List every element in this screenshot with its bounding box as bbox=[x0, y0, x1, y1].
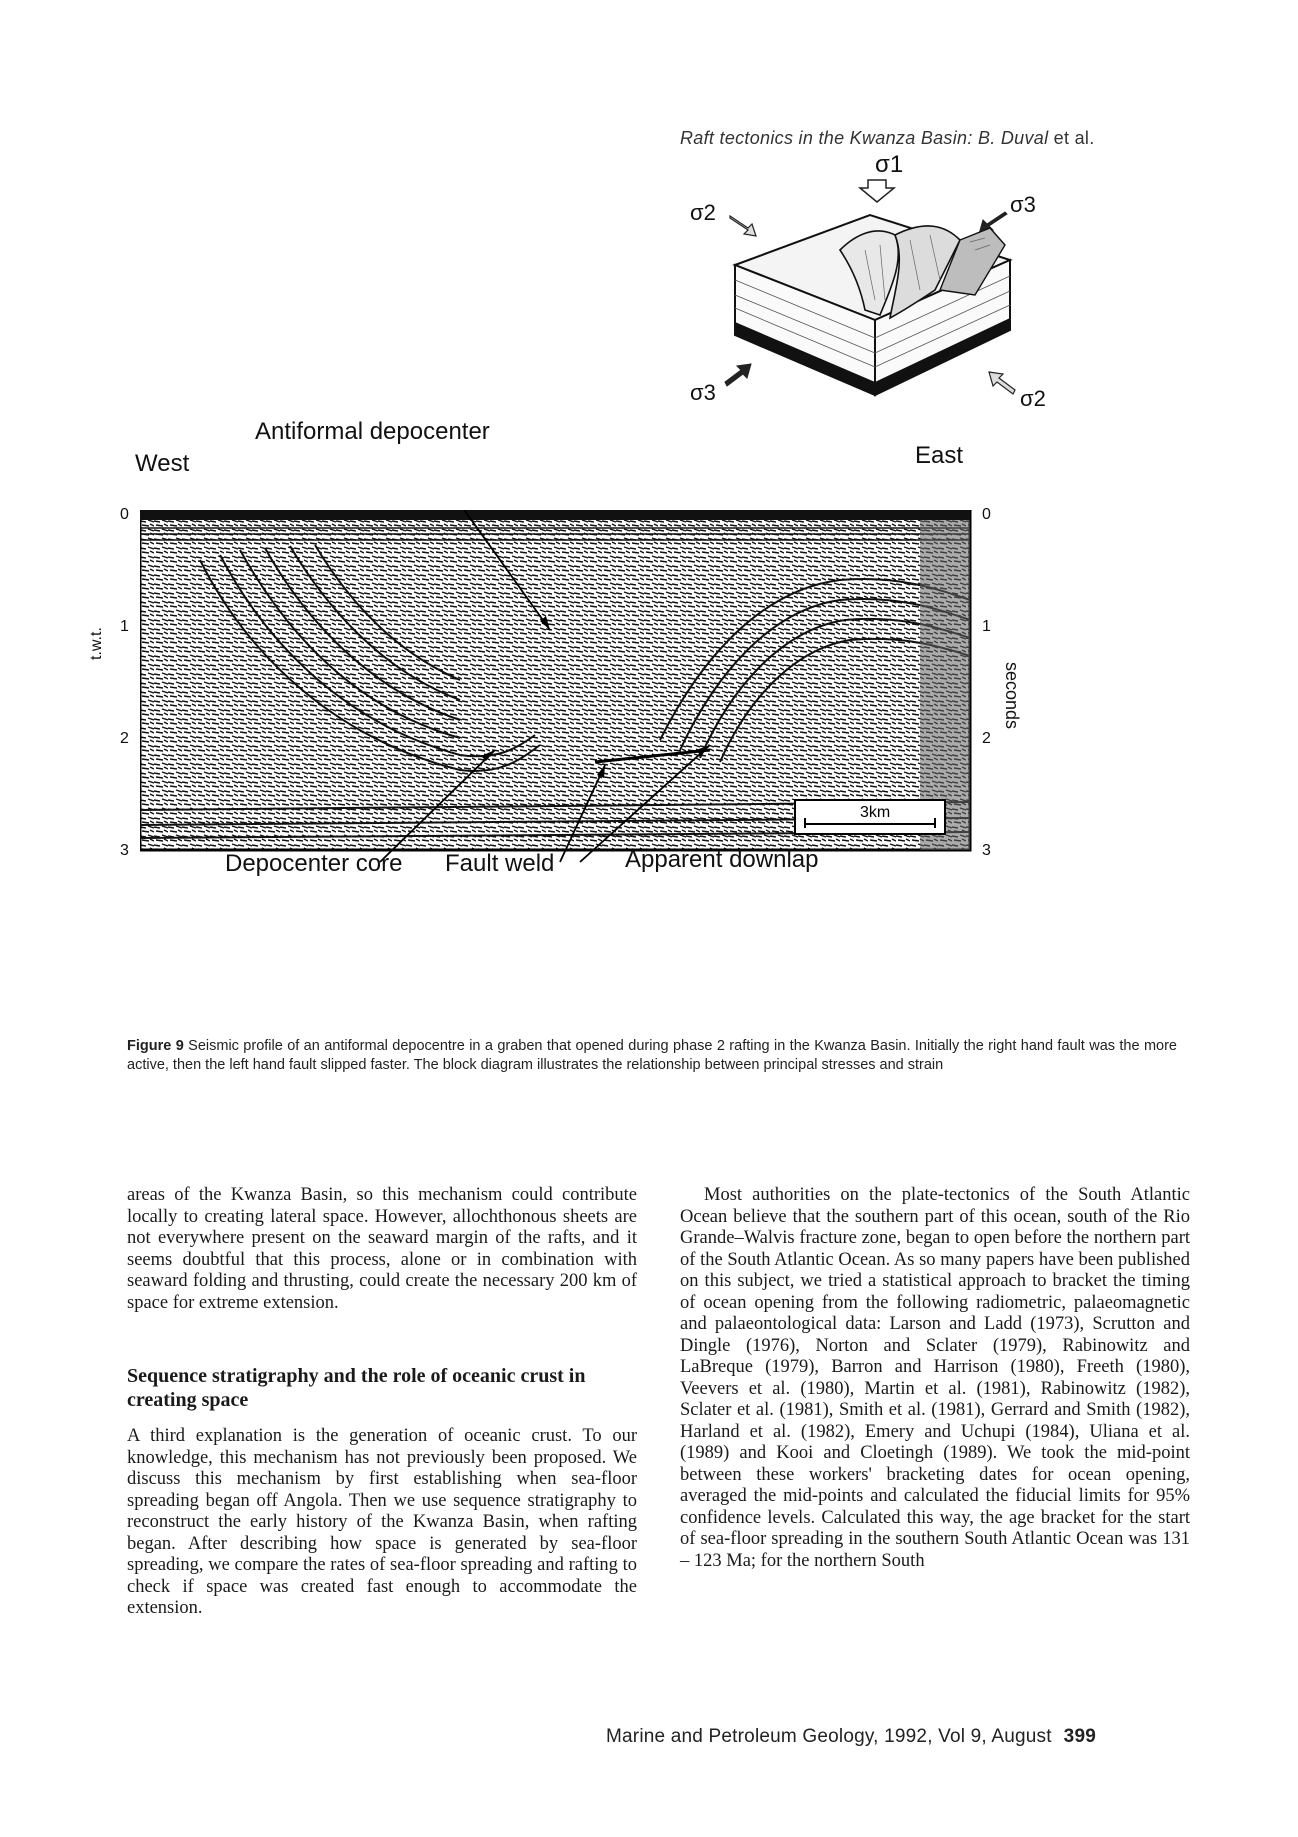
right-axis-title: seconds bbox=[1002, 662, 1022, 730]
seismic-section-image bbox=[140, 510, 1180, 1000]
sigma2-bottom-label: σ2 bbox=[1020, 386, 1046, 411]
scale-bar-label: 3km bbox=[860, 804, 891, 821]
right-tick-1: 1 bbox=[982, 618, 991, 635]
journal-citation: Marine and Petroleum Geology, 1992, Vol 9, August bbox=[606, 1726, 1052, 1747]
left-paragraph-1: areas of the Kwanza Basin, so this mechanism could contribute locally to creating lateral space. However, allochthonous sheets are not everywhere present on the seaward margin of the rafts, and it seems doubtful that this process, alone or in combination with seaward folding and thrusting, could create the necessary 200 km of space for extreme extension. bbox=[127, 1185, 637, 1313]
running-head bbox=[680, 128, 1200, 149]
left-axis-title: t.w.t. bbox=[88, 627, 105, 660]
page-footer bbox=[606, 1726, 1186, 1748]
left-paragraph-2: A third explanation is the generation of oceanic crust. To our knowledge, this mechanism has not previously been proposed. We discuss this mechanism by first establishing when sea-floor spreading began off Angola. Then we use sequence stratigraphy to reconstruct the early history of the Kwanza Basin, when rafting began. After describing how space is generated by sea-floor spreading, we compare the rates of sea-floor spreading and rafting to check if space was created fast enough to accommodate the extension. bbox=[127, 1426, 637, 1618]
page-number: 399 bbox=[1063, 1726, 1096, 1747]
sigma3-top-label: σ3 bbox=[1010, 192, 1036, 217]
sigma2-top-arrow-icon bbox=[730, 216, 756, 236]
seismic-profile bbox=[88, 418, 1180, 1000]
left-tick-0: 0 bbox=[120, 506, 129, 523]
apparent-downlap-label: Apparent downlap bbox=[625, 846, 819, 873]
right-tick-3: 3 bbox=[982, 842, 991, 859]
figure-label: Figure 9 bbox=[127, 1038, 184, 1054]
antiformal-depocenter-label: Antiformal depocenter bbox=[255, 418, 490, 445]
right-column bbox=[680, 1185, 1190, 1572]
sigma3-bottom-arrow-icon bbox=[725, 364, 751, 386]
west-label: West bbox=[135, 450, 190, 477]
running-head-title: Raft tectonics in the Kwanza Basin: B. Duval bbox=[680, 128, 1049, 148]
left-tick-3: 3 bbox=[120, 842, 129, 859]
right-tick-0: 0 bbox=[982, 506, 991, 523]
figure-caption-text: Seismic profile of an antiformal depocentre in a graben that opened during phase 2 rafting in the Kwanza Basin. Initially the right hand fault was the more active, then the left hand fault slipped faster. The block diagram illustrates the relationship between principal stresses and strain bbox=[127, 1038, 1177, 1073]
sigma3-bottom-label: σ3 bbox=[690, 380, 716, 405]
east-label: East bbox=[915, 442, 964, 469]
sigma1-label: σ1 bbox=[875, 151, 904, 178]
left-column bbox=[127, 1185, 637, 1620]
block-diagram bbox=[690, 150, 1070, 490]
depocenter-core-label: Depocenter core bbox=[225, 850, 403, 877]
sigma2-top-label: σ2 bbox=[690, 200, 716, 225]
sigma2-bottom-arrow-icon bbox=[989, 372, 1015, 394]
left-tick-2: 2 bbox=[120, 730, 129, 747]
left-tick-1: 1 bbox=[120, 618, 129, 635]
right-tick-2: 2 bbox=[982, 730, 991, 747]
sigma1-arrow-icon bbox=[860, 180, 894, 202]
right-paragraph-1: Most authorities on the plate-tectonics of the South Atlantic Ocean believe that the southern part of this ocean, south of the Rio Grande–Walvis fracture zone, began to open before the northern part of the South Atlantic Ocean. As so many papers have been published on this subject, we tried a statistical approach to bracket the timing of ocean opening from the following radiometric, palaeomagnetic and palaeontological data: Larson and Ladd (1973), Scrutton and Dingle (1976), Norton and Sclater (1979), Rabinowitz and LaBreque (1979), Barron and Harrison (1980), Freeth (1980), Veevers et al. (1980), Martin et al. (1981), Rabinowitz (1982), Sclater et al. (1981), Smith et al. (1981), Gerrard and Smith (1982), Harland et al. (1982), Emery and Uchupi (1984), Uliana et al. (1989) and Kooi and Cloetingh (1989). We took the mid-point between these workers' bracketing dates for ocean opening, averaged the mid-points and calculated the fiducial limits for 95% confidence levels. Calculated this way, the age bracket for the start of sea-floor spreading in the southern South Atlantic Ocean was 131 – 123 Ma; for the northern South bbox=[680, 1185, 1190, 1571]
section-heading: Sequence stratigraphy and the role of oceanic crust in creating space bbox=[127, 1365, 586, 1411]
fault-weld-label: Fault weld bbox=[445, 850, 555, 877]
figure-caption bbox=[127, 1037, 1177, 1075]
running-head-suffix: et al. bbox=[1048, 128, 1095, 148]
